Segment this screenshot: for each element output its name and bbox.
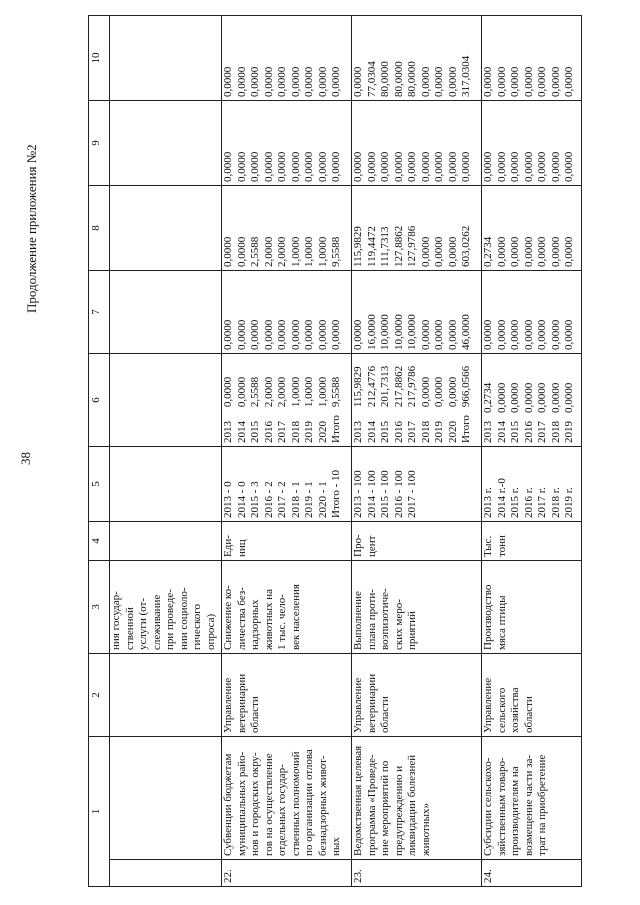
event-name: Субсидии сельскохо- зяйственным товаро- производителям на возмещение части за- трат на приобретение [482,737,582,860]
header-col-2: 2 [89,654,110,737]
col-7: 0,0000 16,0000 10,0000 10,0000 10,0000 0,0000 0,0000 0,0000 46,0000 [352,271,482,354]
col-9: 0,0000 0,0000 0,0000 0,0000 0,0000 0,0000 0,0000 0,0000 0,0000 [222,101,352,186]
year-amount [482,354,582,447]
col-7: 0,0000 0,0000 0,0000 0,0000 0,0000 0,0000 0,0000 0,0000 0,0000 [222,271,352,354]
row-number: 22. [222,860,352,887]
amount-total: 115,9829 212,4776 201,7313 217,8862 217,9786 0,0000 0,0000 0,0000 966,0566 [352,365,472,408]
page-caption: Продолжение приложения №2 [24,144,39,313]
row-number: 23. [352,860,482,887]
indicator: Производство мяса птицы [482,561,582,654]
executor: Управление ветеринарии области [222,654,352,737]
table-row [482,16,582,887]
amount-total: 0,0000 0,0000 2,5588 2,0000 2,0000 1,0000 1,0000 1,0000 9,5588 [222,376,342,408]
col-10: 0,0000 0,0000 0,0000 0,0000 0,0000 0,0000 0,0000 0,0000 0,0000 [222,16,352,101]
col-7 [110,271,222,354]
unit [110,522,222,561]
col-8: 115,9829 119,4472 111,7313 127,8862 127,9786 0,0000 0,0000 0,0000 603,0262 [352,186,482,271]
event-name: Ведомственная целевая программа «Проведе- ние мероприятий по предупреждению и ликвидации болезней животных» [352,737,482,860]
col-9: 0,0000 0,0000 0,0000 0,0000 0,0000 0,0000 0,0000 [482,101,582,186]
event-name: Субвенции бюджетам муниципальных райо- нов и городских окру- гов на осуществление отдельных государ- ственных полномочий по организации отлова безнадзорных живот- ных [222,737,352,860]
unit: Еди- ниц [222,522,352,561]
col-8: 0,2734 0,0000 0,0000 0,0000 0,0000 0,0000 0,0000 [482,186,582,271]
header-col-1: 1 [89,737,110,887]
table-row [110,16,222,887]
executor: Управление сельского хозяйства области [482,654,582,737]
header-row [89,16,110,887]
year-amount [110,354,222,447]
indicator: Выполнение плана проти- воэпизотиче- ских меро- приятий [352,561,482,654]
col-8 [110,186,222,271]
indicator: ния государ- ственной услуги (от- слеживание при проведе- нии социоло- гического опроса) [110,561,222,654]
target-value: 2013 г. 2014 г.-0 2015 г. 2016 г. 2017 г. 2018 г. 2019 г. [482,447,582,522]
target-value: 2013 - 100 2014 - 100 2015 - 100 2016 - 100 2017 - 100 [352,447,482,522]
col-7: 0,0000 0,0000 0,0000 0,0000 0,0000 0,0000 0,0000 [482,271,582,354]
row-number: 24. [482,860,582,887]
header-col-3: 3 [89,561,110,654]
year-amount [352,354,482,447]
executor: Управление ветеринарии области [352,654,482,737]
target-value: 2013 - 0 2014 - 0 2015 - 3 2016 - 2 2017 - 2 2018 - 1 2019 - 1 2020 - 1 Итого - 10 [222,447,352,522]
col-9: 0,0000 0,0000 0,0000 0,0000 0,0000 0,0000 0,0000 0,0000 0,0000 [352,101,482,186]
header-col-10: 10 [89,16,110,101]
executor [110,654,222,737]
header-col-9: 9 [89,101,110,186]
amount-total: 0,2734 0,0000 0,0000 0,0000 0,0000 0,0000 0,0000 [482,382,575,413]
header-col-8: 8 [89,186,110,271]
table-row [222,16,352,887]
col-10: 0,0000 77,0304 80,0000 80,0000 80,0000 0,0000 0,0000 0,0000 317,0304 [352,16,482,101]
unit: Тыс. тонн [482,522,582,561]
target-value [110,447,222,522]
page-number: 38 [18,452,33,465]
event-name [110,737,222,860]
header-col-5: 5 [89,447,110,522]
header-col-7: 7 [89,271,110,354]
col-8: 0,0000 0,0000 2,5588 2,0000 2,0000 1,0000 1,0000 1,0000 9,5588 [222,186,352,271]
col-9 [110,101,222,186]
col-10: 0,0000 0,0000 0,0000 0,0000 0,0000 0,0000 0,0000 [482,16,582,101]
program-table [88,15,582,887]
years: 2013 2014 2015 2016 2017 2018 2019 2020 Итого [352,415,472,443]
years: 2013 2014 2015 2016 2017 2018 2019 [482,421,575,443]
indicator: Снижение ко- личества без- надзорных животных на 1 тыс. чело- век населения [222,561,352,654]
col-10 [110,16,222,101]
year-amount [222,354,352,447]
header-col-4: 4 [89,522,110,561]
header-col-6: 6 [89,354,110,447]
years: 2013 2014 2015 2016 2017 2018 2019 2020 Итого [222,415,342,443]
row-number [110,860,222,887]
unit: Про- цент [352,522,482,561]
table-row [352,16,482,887]
